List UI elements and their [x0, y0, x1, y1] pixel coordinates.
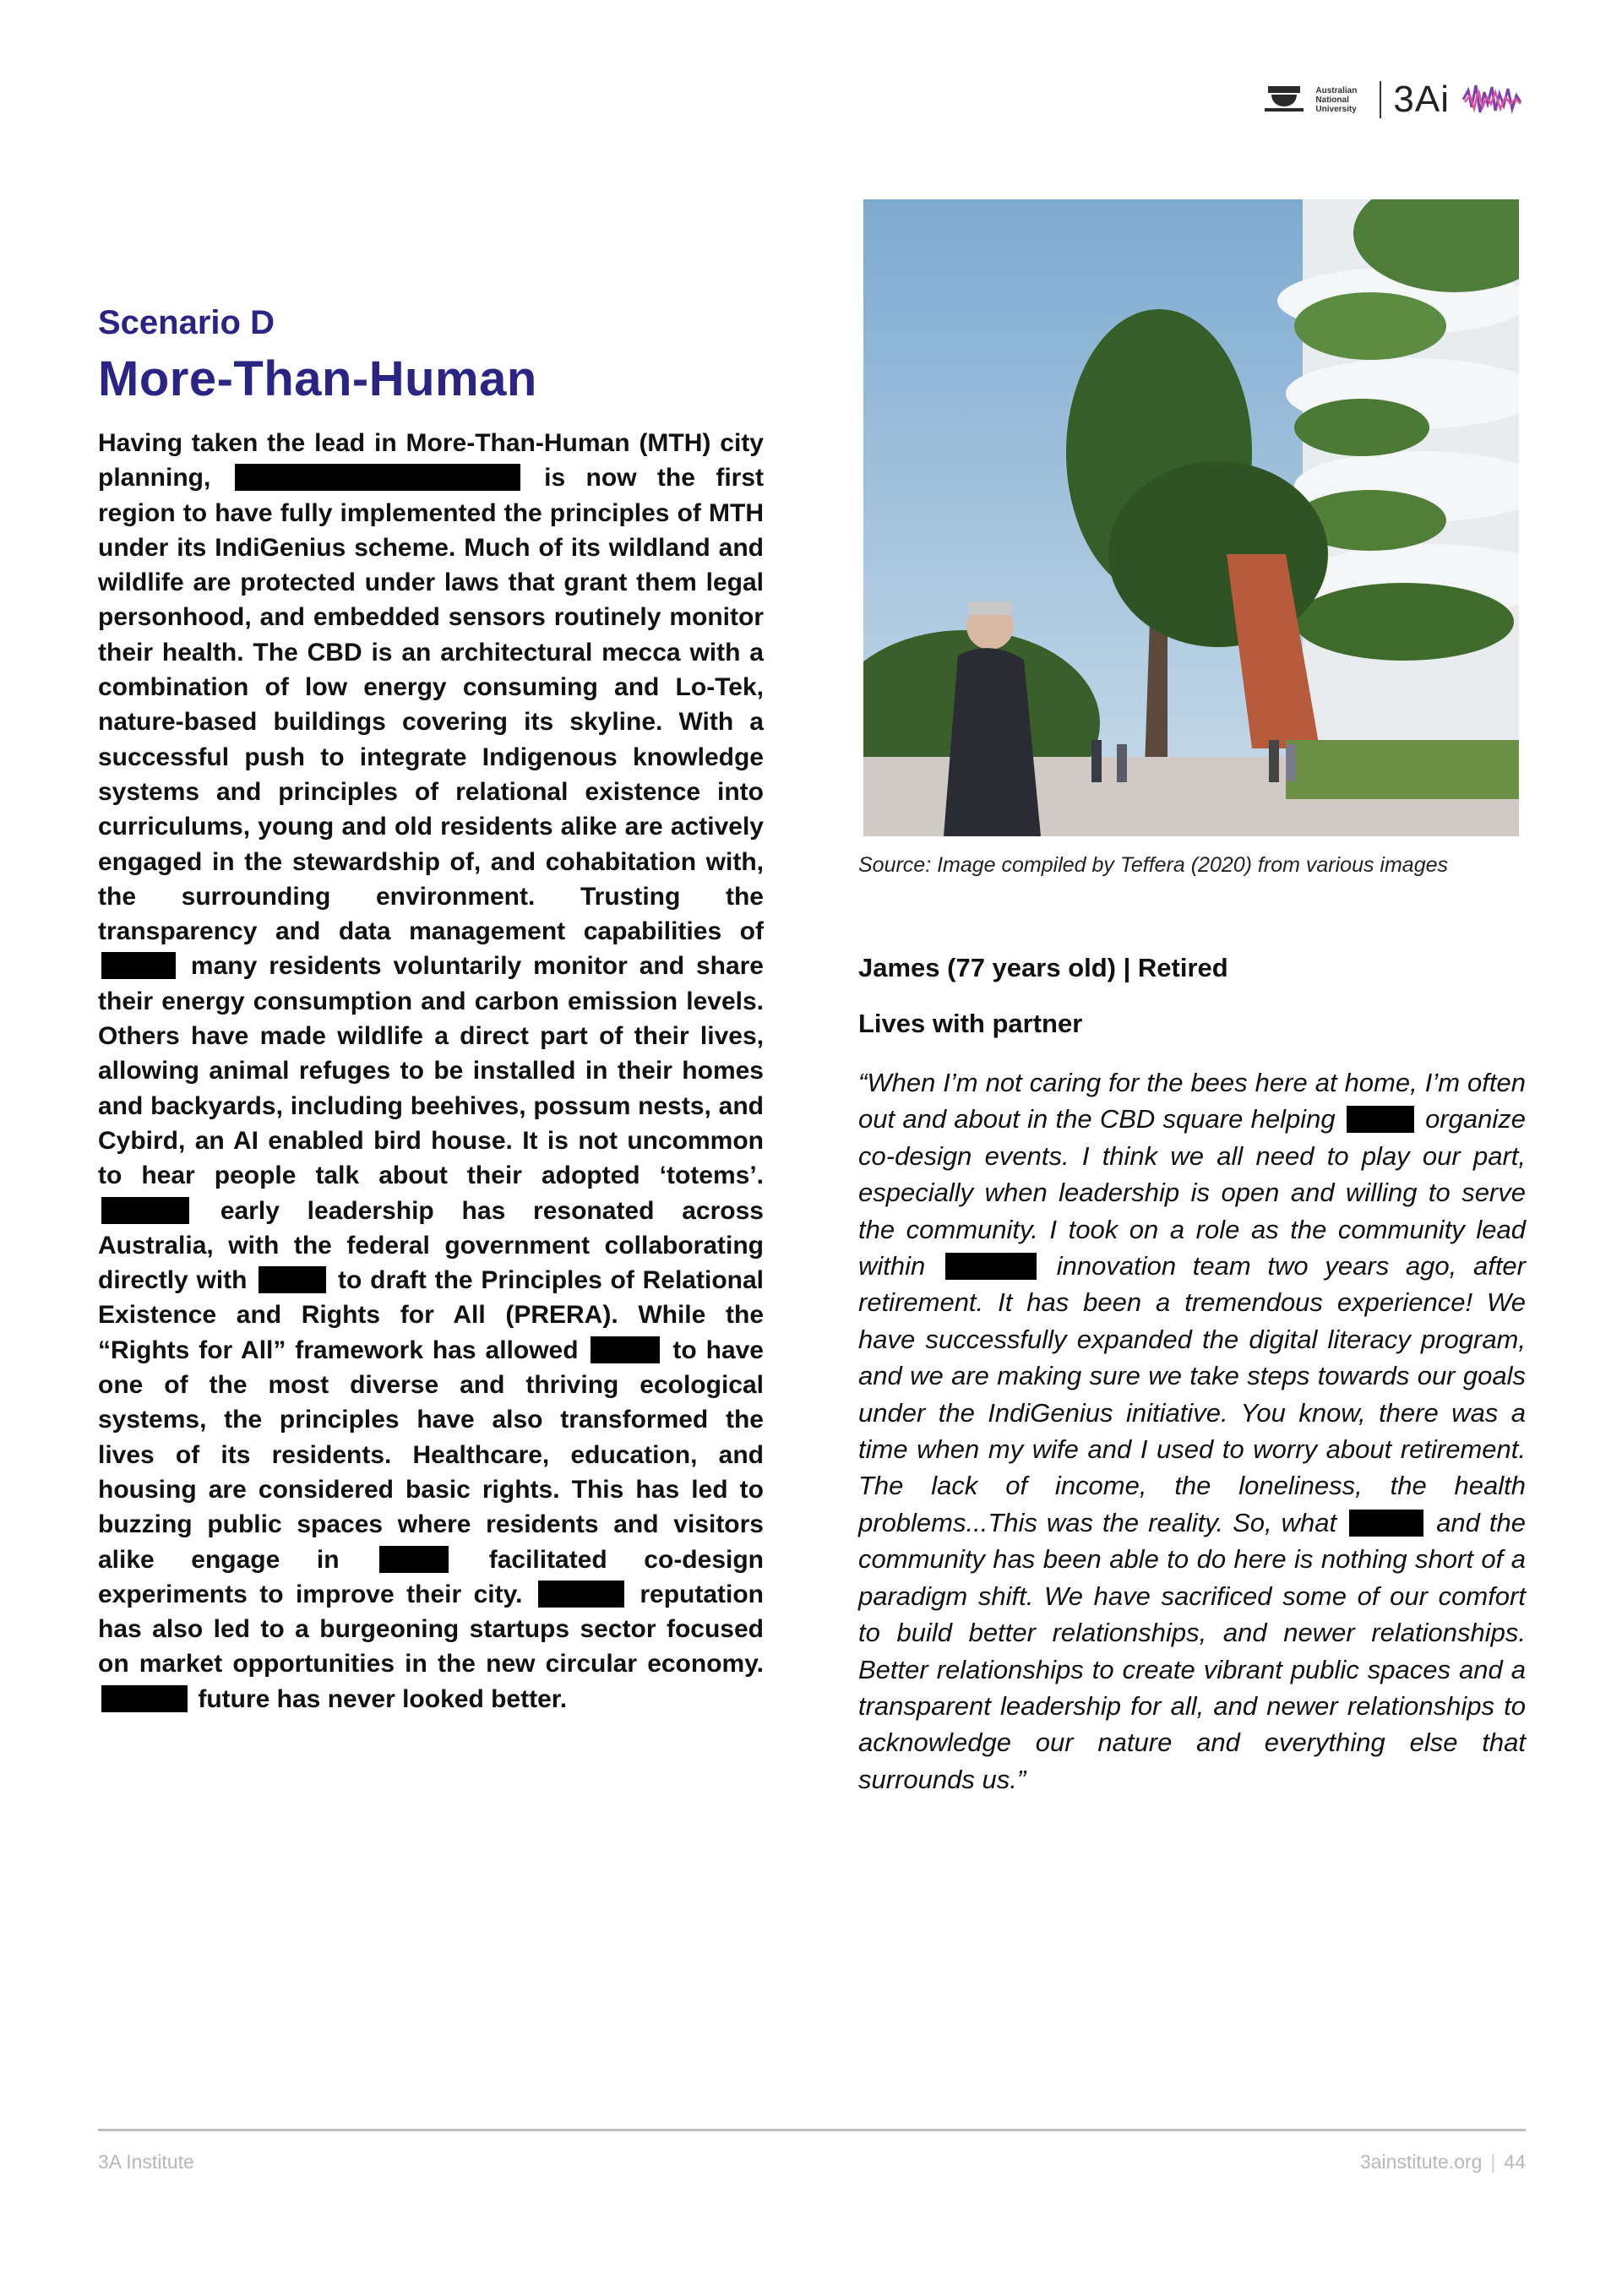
- persona-living: Lives with partner: [858, 1009, 1083, 1038]
- page-number: 44: [1504, 2151, 1526, 2173]
- quote-text-segment: “When I’m not caring for the bees here at home, I’m often out and about in the CBD square helping: [858, 1068, 1526, 1134]
- body-text-segment: reputation has also led to a burgeoning startups sector focused on market opportunities in the new circular economy.: [98, 1580, 765, 1678]
- scenario-label: Scenario D: [98, 304, 275, 341]
- footer-website: 3ainstitute.org: [1359, 2151, 1483, 2173]
- redaction-bar: [591, 1336, 660, 1363]
- body-text-segment: to have one of the most diverse and thriving ecological systems, the principles have also transformed the lives of its residents. Healthcare, education, and housing are considered basic rights. This has led to buzzing public spaces where residents and visitors alike engage in: [98, 1336, 764, 1574]
- body-text-segment: Having taken the lead in More-Than-Human (MTH) city planning,: [98, 429, 764, 492]
- footer-separator: |: [1490, 2151, 1496, 2173]
- image-caption: Source: Image compiled by Teffera (2020) from various images: [858, 853, 1449, 877]
- redaction-bar: [101, 1685, 188, 1712]
- body-text-segment: facilitated co-design experiments to improve their city.: [98, 1545, 764, 1608]
- university-name: Australian National University: [1315, 85, 1358, 114]
- body-text-segment: future has never looked better.: [198, 1684, 568, 1713]
- footer-organization: 3A Institute: [98, 2151, 194, 2173]
- redaction-bar: [101, 952, 176, 979]
- body-text-segment: to draft the Principles of Relational Existence and Rights for All (PRERA). While the “Rights for All” framework has allowed: [98, 1266, 764, 1364]
- body-text-segment: is now the first region to have fully implemented the principles of MTH under its IndiGenius scheme. Much of its wildland and wildlife are protected under laws that grant them legal personhood, and embedded sensors routinely monitor their health. The CBD is an architectural mecca with a combination of low energy consuming and Lo-Tek, nature-based buildings covering its skyline. With a successful push to integrate Indigenous knowledge systems and principles of relational existence into curriculums, young and old residents alike are actively engaged in the stewardship of, and cohabitation with, the surrounding environment. Trusting the transparency and data management capabilities of: [98, 464, 765, 946]
- quote-text-segment: and the community has been able to do here is nothing short of a paradigm shift. We have sacrificed some of our comfort to build better relationships, and newer relationships. Better relationships to create vibrant public spaces and a transparent leadership for all, and newer relationships to acknowledge our nature and everything else that surrounds us.”: [858, 1507, 1527, 1794]
- redaction-bar: [379, 1546, 449, 1573]
- redaction-bar: [101, 1197, 189, 1224]
- 3ai-logo-text: 3Ai: [1393, 79, 1450, 120]
- photo-illustration: [863, 199, 1519, 836]
- anu-crest-icon: [1265, 83, 1304, 117]
- sound-wave-icon: [1461, 79, 1522, 121]
- scenario-body: [98, 426, 764, 1717]
- logo-divider: [1380, 81, 1381, 118]
- footer-page-info: [1360, 2151, 1526, 2174]
- scenario-photo: [863, 199, 1519, 836]
- persona-section: [858, 953, 1526, 1798]
- redaction-bar: [538, 1581, 624, 1608]
- body-text-segment: many residents voluntarily monitor and share their energy consumption and carbon emission levels. Others have made wildlife a direct part of their lives, allowing animal refuges to be installed in their homes and backyards, including beehives, possum nests, and Cybird, an AI enabled bird house. It is not uncommon to hear people talk about their adopted ‘totems’.: [98, 952, 764, 1190]
- scenario-section: [98, 304, 764, 1717]
- header-logo: [1265, 74, 1522, 125]
- footer-divider: [98, 2129, 1526, 2131]
- quote-text-segment: innovation team two years ago, after retirement. It has been a tremendous experience! We have successfully expanded the digital literacy program, and we are making sure we take steps towards our goals under the IndiGenius initiative. You know, there was a time when my wife and I used to worry about retirement. The lack of income, the loneliness, the health problems...This was the reality. So, what: [858, 1251, 1526, 1537]
- redaction-bar: [1349, 1510, 1423, 1537]
- quote-text-segment: organize co-design events. I think we all need to play our part, especially when leadership is open and willing to serve the community. I took on a role as the community lead within: [858, 1104, 1526, 1281]
- redaction-bar: [259, 1266, 326, 1293]
- persona-name: James (77 years old) | Retired: [858, 953, 1228, 982]
- redaction-bar: [1347, 1106, 1414, 1133]
- redaction-bar: [945, 1253, 1037, 1280]
- persona-quote: [858, 1064, 1526, 1798]
- redaction-bar: [235, 464, 520, 491]
- scenario-title: More-Than-Human: [98, 351, 537, 406]
- body-text-segment: early leadership has resonated across Australia, with the federal government collaborating directly with: [98, 1196, 764, 1295]
